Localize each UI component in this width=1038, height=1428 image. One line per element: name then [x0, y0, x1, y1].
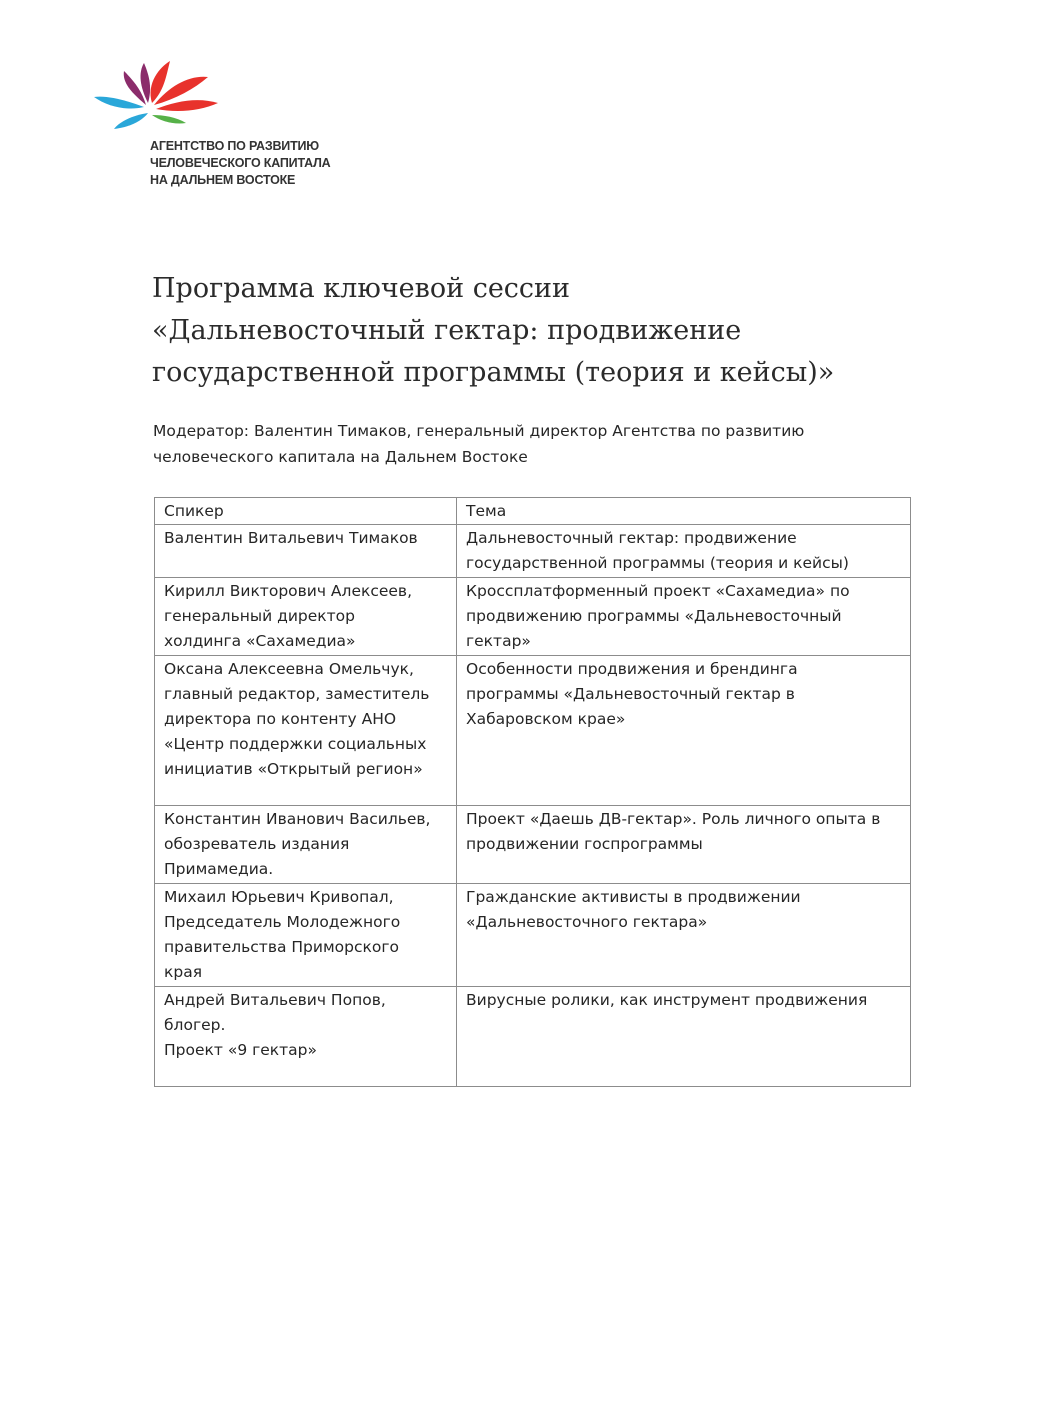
lotus-icon [90, 55, 230, 135]
cell-line: Михаил Юрьевич Кривопал, [164, 888, 394, 906]
speaker-cell [155, 884, 457, 987]
cell-line: продвижении госпрограммы [466, 835, 703, 853]
cell-line: гектар» [466, 632, 531, 650]
speaker-cell [155, 578, 457, 656]
cell-line: блогер. [164, 1016, 226, 1034]
table-row [155, 987, 911, 1087]
topic-cell [457, 884, 911, 987]
cell-line: Кроссплатформенный проект «Сахамедиа» по [466, 582, 850, 600]
cell-line: директора по контенту АНО [164, 710, 397, 728]
logo-line: ЧЕЛОВЕЧЕСКОГО КАПИТАЛА [150, 156, 331, 170]
cell-line: «Центр поддержки социальных [164, 735, 427, 753]
cell-line: Особенности продвижения и брендинга [466, 660, 798, 678]
table-row [155, 656, 911, 806]
cell-line: Константин Иванович Васильев, [164, 810, 431, 828]
topic-cell [457, 578, 911, 656]
cell-line: генеральный директор [164, 607, 355, 625]
title-line: «Дальневосточный гектар: продвижение [152, 315, 742, 346]
cell-line: холдинга «Сахамедиа» [164, 632, 356, 650]
speaker-cell [155, 656, 457, 806]
table-row [155, 578, 911, 656]
document-title [152, 268, 952, 394]
header-speaker: Спикер [155, 498, 457, 525]
cell-line: обозреватель издания [164, 835, 350, 853]
title-line: государственной программы (теория и кейсы)» [152, 357, 835, 388]
table-row [155, 884, 911, 987]
cell-line: Дальневосточный гектар: продвижение [466, 529, 797, 547]
moderator-line: Модератор: Валентин Тимаков, генеральный директор Агентства по развитию [153, 422, 805, 440]
cell-line: «Дальневосточного гектара» [466, 913, 708, 931]
cell-line: Проект «Даешь ДВ-гектар». Роль личного опыта в [466, 810, 881, 828]
cell-line: Гражданские активисты в продвижении [466, 888, 801, 906]
title-line: Программа ключевой сессии [152, 273, 571, 304]
cell-line: Председатель Молодежного [164, 913, 401, 931]
table-row [155, 806, 911, 884]
speaker-cell [155, 987, 457, 1087]
cell-line: главный редактор, заместитель [164, 685, 430, 703]
cell-line: правительства Приморского [164, 938, 399, 956]
cell-line: Проект «9 гектар» [164, 1041, 317, 1059]
cell-line: инициатив «Открытый регион» [164, 760, 423, 778]
cell-line: программы «Дальневосточный гектар в [466, 685, 795, 703]
cell-line: продвижению программы «Дальневосточный [466, 607, 842, 625]
topic-cell [457, 806, 911, 884]
speaker-cell [155, 806, 457, 884]
table-row [155, 525, 911, 578]
cell-line: Оксана Алексеевна Омельчук, [164, 660, 414, 678]
table-header-row [155, 498, 911, 525]
cell-line: края [164, 963, 203, 981]
topic-cell [457, 987, 911, 1087]
cell-line: Хабаровском крае» [466, 710, 626, 728]
moderator-line: человеческого капитала на Дальнем Востоке [153, 448, 528, 466]
cell-line: Валентин Витальевич Тимаков [164, 529, 418, 547]
cell-line: Вирусные ролики, как инструмент продвижения [466, 991, 868, 1009]
moderator-info [153, 418, 913, 470]
logo-text [150, 138, 330, 189]
header-topic: Тема [457, 498, 911, 525]
agency-logo [90, 55, 350, 195]
speakers-table [154, 497, 911, 1087]
cell-line: государственной программы (теория и кейсы) [466, 554, 849, 572]
speaker-cell [155, 525, 457, 578]
topic-cell [457, 525, 911, 578]
cell-line: Примамедиа. [164, 860, 274, 878]
cell-line: Андрей Витальевич Попов, [164, 991, 386, 1009]
topic-cell [457, 656, 911, 806]
logo-line: НА ДАЛЬНЕМ ВОСТОКЕ [150, 173, 296, 187]
cell-line: Кирилл Викторович Алексеев, [164, 582, 412, 600]
logo-line: АГЕНТСТВО ПО РАЗВИТИЮ [150, 139, 319, 153]
